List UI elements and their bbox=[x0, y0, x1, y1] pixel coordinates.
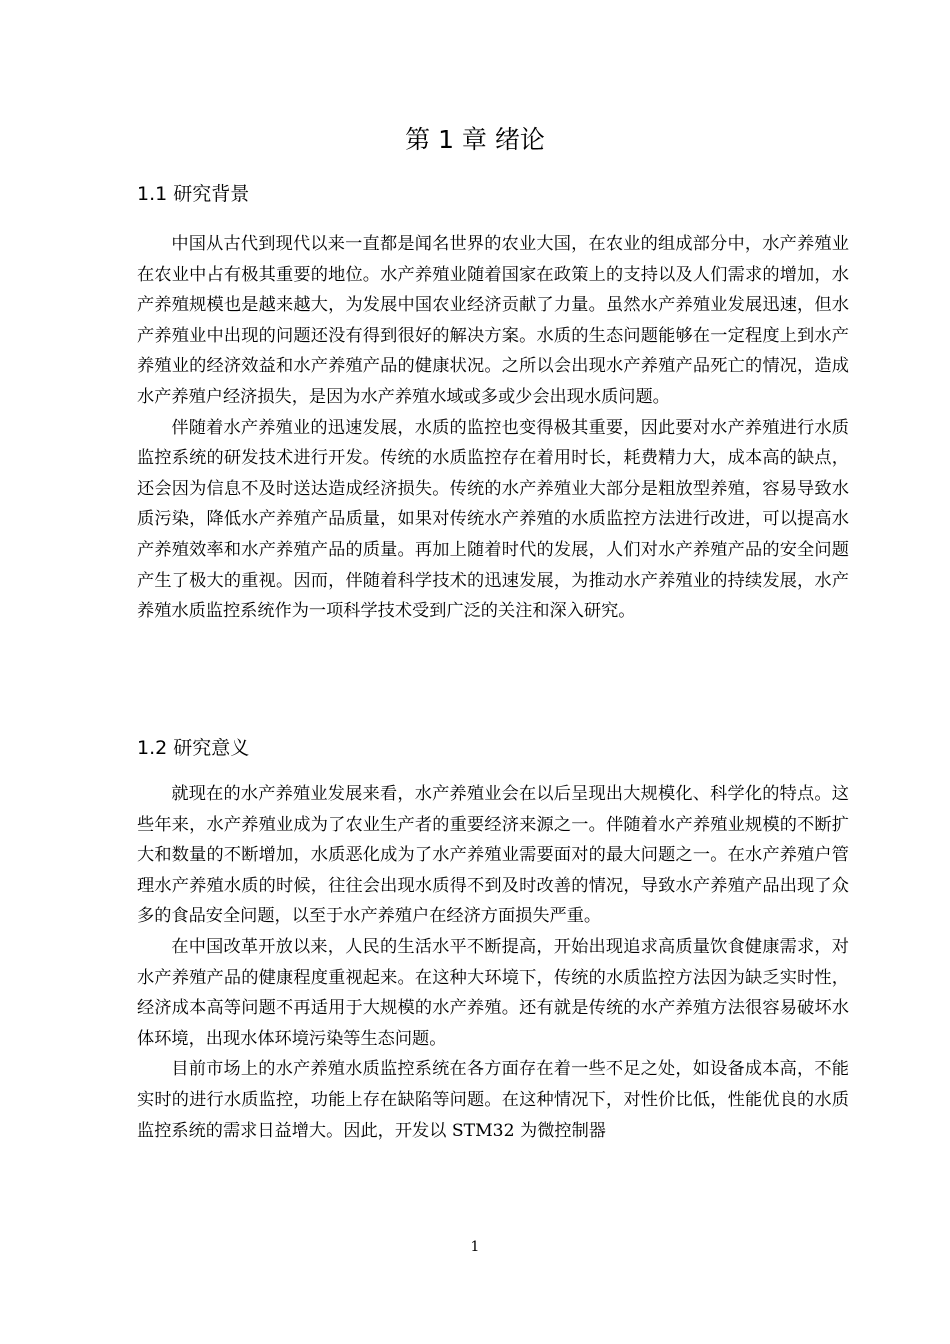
section-body-background bbox=[137, 229, 849, 627]
paragraph: 中国从古代到现代以来一直都是闻名世界的农业大国，在农业的组成部分中，水产养殖业在农业中占有极其重要的地位。水产养殖业随着国家在政策上的支持以及人们需求的增加，水产养殖规模也是越来越大，为发展中国农业经济贡献了力量。虽然水产养殖业发展迅速，但水产养殖业中出现的问题还没有得到很好的解决方案。水质的生态问题能够在一定程度上到水产养殖业的经济效益和水产养殖产品的健康状况。之所以会出现水产养殖产品死亡的情况，造成水产养殖户经济损失，是因为水产养殖水域或多或少会出现水质问题。 bbox=[137, 234, 849, 407]
paragraph: 在中国改革开放以来，人民的生活水平不断提高，开始出现追求高质量饮食健康需求，对水产养殖产品的健康程度重视起来。在这种大环境下，传统的水质监控方法因为缺乏实时性，经济成本高等问题不再适用于大规模的水产养殖。还有就是传统的水产养殖方法很容易破坏水体环境，出现水体环境污染等生态问题。 bbox=[137, 936, 849, 1049]
paragraph: 目前市场上的水产养殖水质监控系统在各方面存在着一些不足之处，如设备成本高，不能实时的进行水质监控，功能上存在缺陷等问题。在这种情况下，对性价比低，性能优良的水质监控系统的需求日益增大。因此，开发以 STM32 为微控制器 bbox=[137, 1059, 849, 1141]
paragraph: 就现在的水产养殖业发展来看，水产养殖业会在以后呈现出大规模化、科学化的特点。这些年来，水产养殖业成为了农业生产者的重要经济来源之一。伴随着水产养殖业规模的不断扩大和数量的不断增加，水质恶化成为了水产养殖业需要面对的最大问题之一。在水产养殖户管理水产养殖水质的时候，往往会出现水质得不到及时改善的情况，导致水产养殖产品出现了众多的食品安全问题，以至于水产养殖户在经济方面损失严重。 bbox=[137, 784, 849, 927]
page-number: 1 bbox=[470, 1239, 480, 1255]
paragraph: 伴随着水产养殖业的迅速发展，水质的监控也变得极其重要，因此要对水产养殖进行水质监控系统的研发技术进行开发。传统的水质监控存在着用时长，耗费精力大，成本高的缺点，还会因为信息不及时送达造成经济损失。传统的水产养殖业大部分是粗放型养殖，容易导致水质污染，降低水产养殖产品质量，如果对传统水产养殖的水质监控方法进行改进，可以提高水产养殖效率和水产养殖产品的质量。再加上随着时代的发展，人们对水产养殖产品的安全问题产生了极大的重视。因而，伴随着科学技术的迅速发展，为推动水产养殖业的持续发展，水产养殖水质监控系统作为一项科学技术受到广泛的关注和深入研究。 bbox=[137, 417, 849, 622]
section-body-significance bbox=[137, 779, 849, 1146]
chapter-title: 第 1 章 绪论 bbox=[405, 125, 545, 154]
section-heading-significance: 1.2 研究意义 bbox=[137, 737, 250, 759]
section-heading-background: 1.1 研究背景 bbox=[137, 183, 250, 205]
